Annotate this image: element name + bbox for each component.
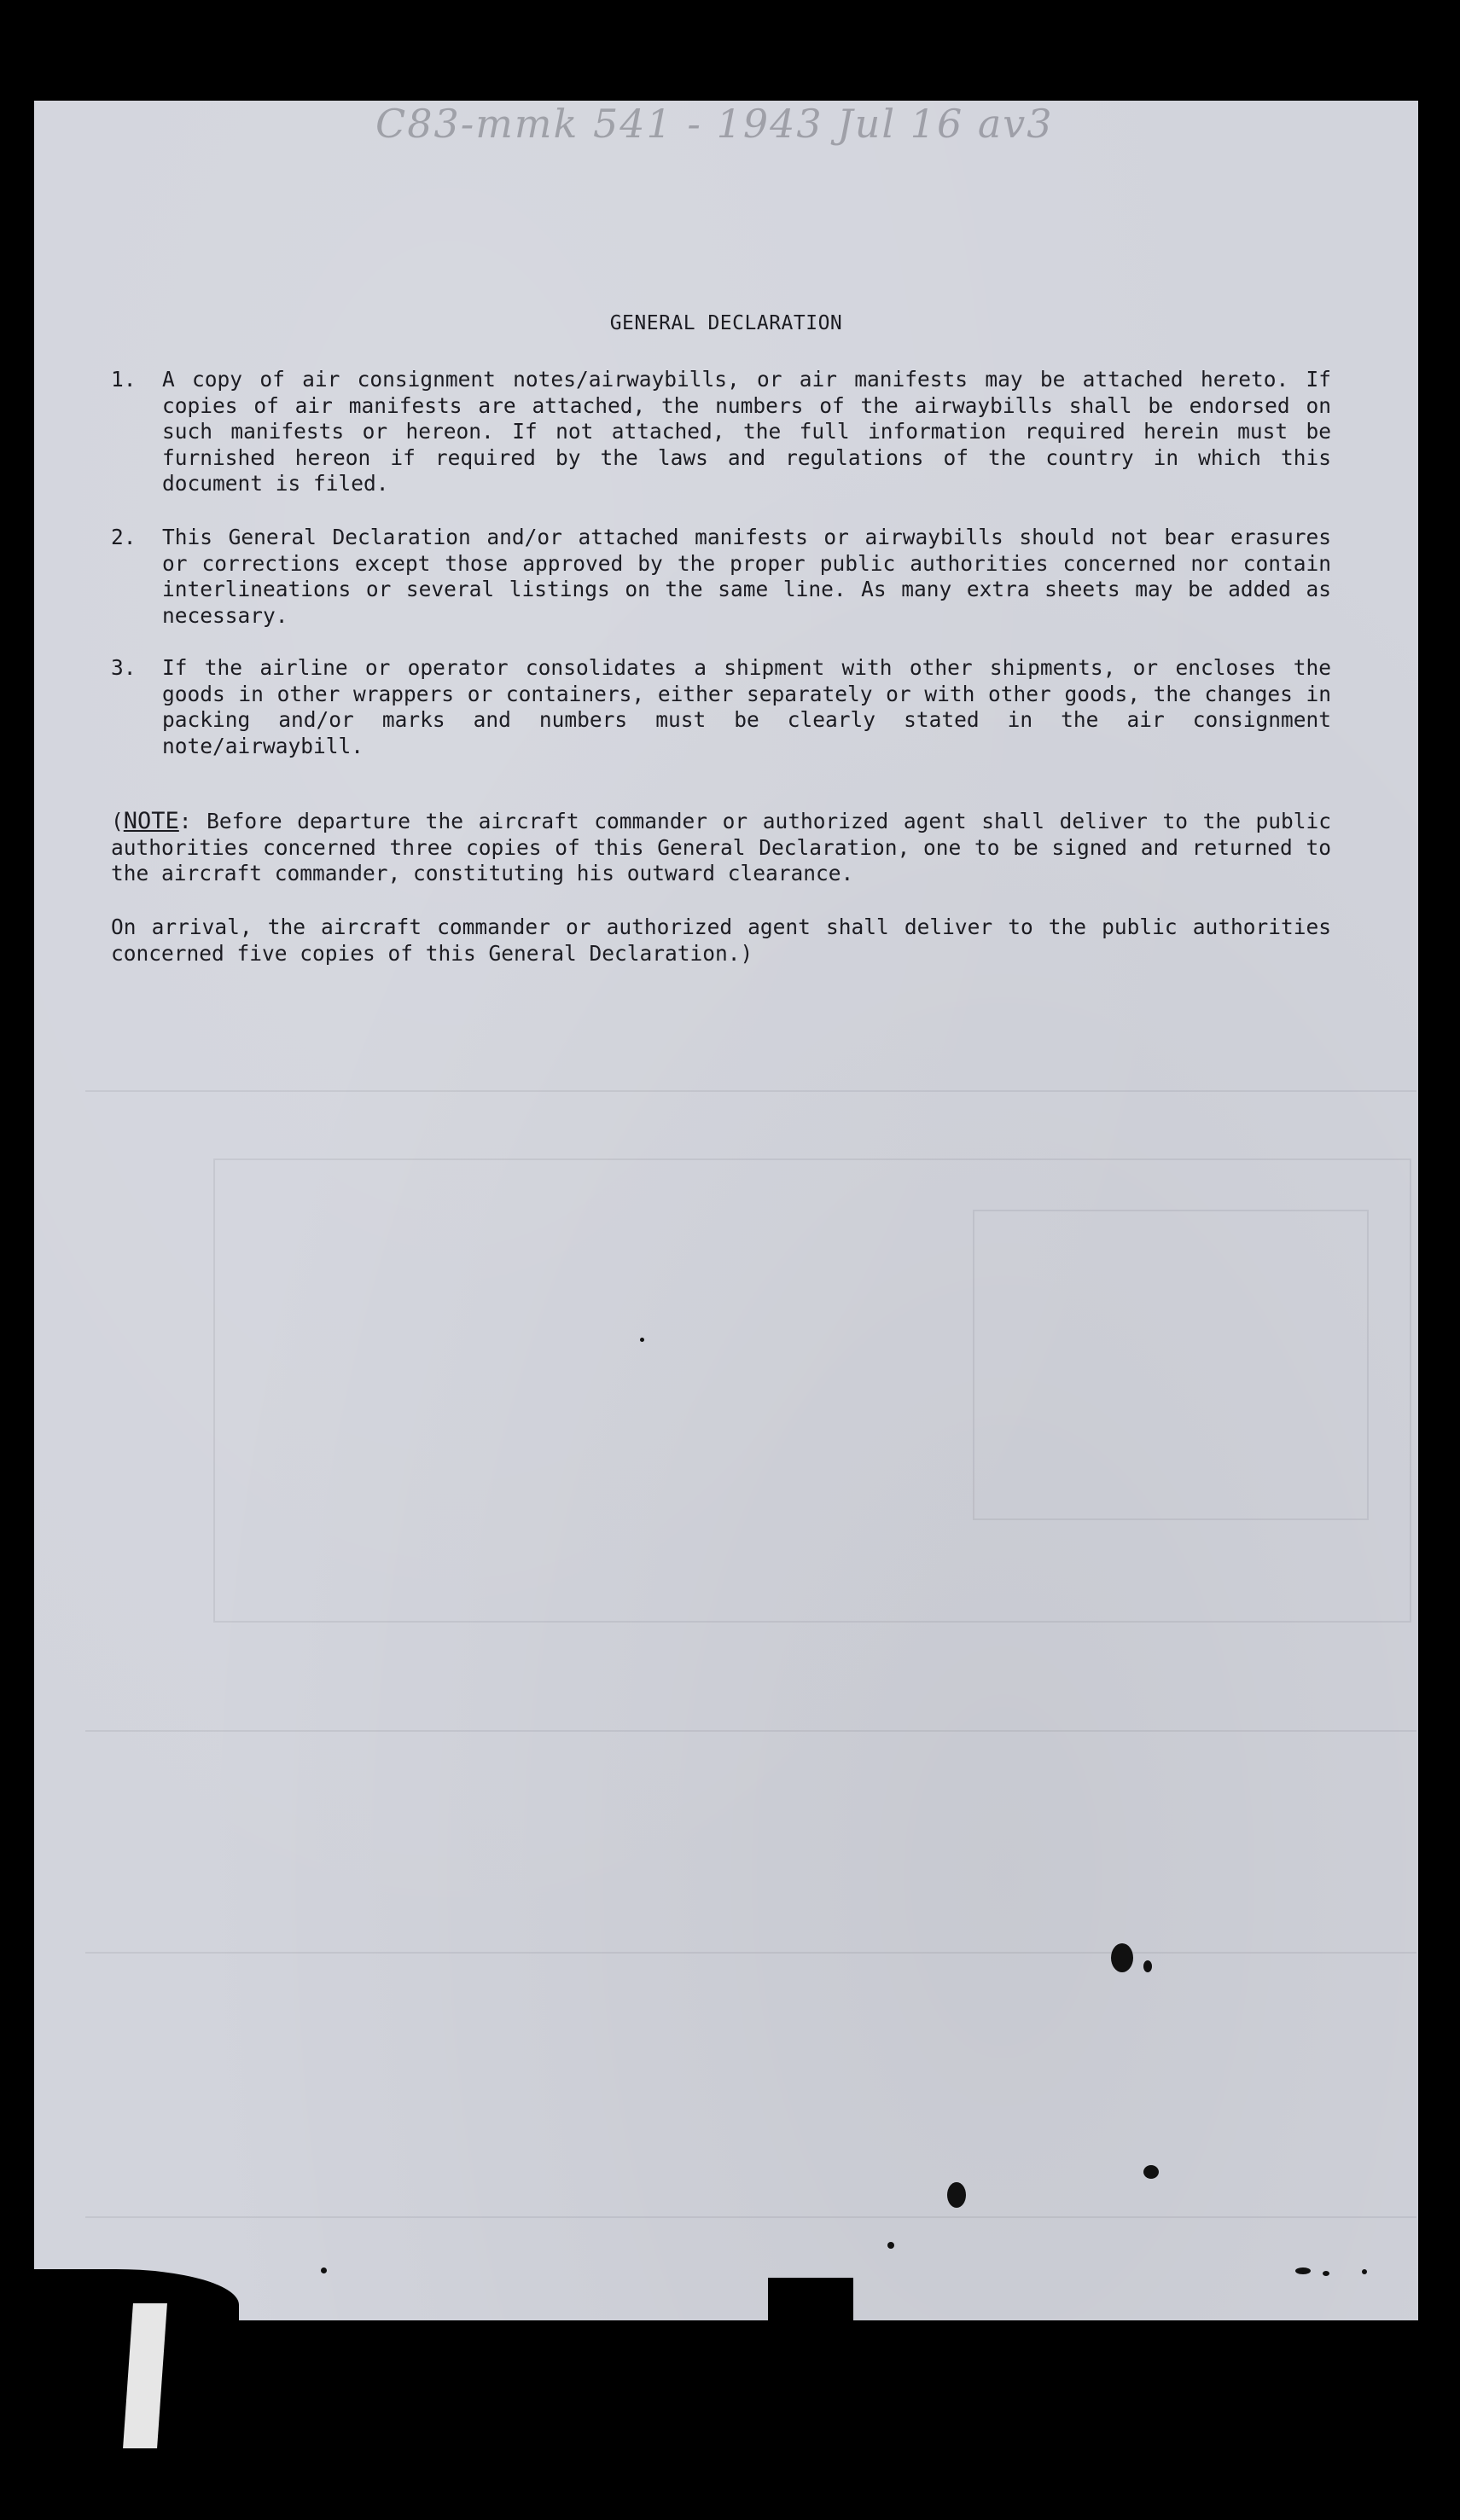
torn-edge	[768, 2278, 853, 2329]
ink-spot	[1323, 2271, 1329, 2276]
item-text: A copy of air consignment notes/airwaybills, or air manifests may be attached hereto. If copies of air manifests are attached, the numbers of the airwaybills shall be endorsed on such manifests or hereon. If not attached, the full information required herein must be furnished hereon if required by the laws and regulations of the country in which this document is filed.	[162, 367, 1331, 496]
handwritten-reference: C83-mmk 541 - 1943 Jul 16 av3	[375, 101, 1054, 147]
item-number: 3.	[111, 655, 137, 680]
declaration-item-2	[111, 525, 1331, 629]
declaration-item-1	[111, 367, 1331, 497]
item-text: This General Declaration and/or attached manifests or airwaybills should not bear erasures or corrections except those approved by the proper public authorities concerned nor contain interlineations or several listings on the same line. As many extra sheets may be added as necessary.	[162, 525, 1331, 628]
ink-spot	[1143, 1960, 1152, 1972]
item-number: 1.	[111, 367, 137, 392]
note-text: : Before departure the aircraft commander or authorized agent shall deliver to the public authorities concerned three copies of this General Declaration, one to be signed and returned to the aircraft commander, constituting his outward clearance.	[111, 809, 1331, 885]
arrival-paragraph: On arrival, the aircraft commander or authorized agent shall deliver to the public authorities concerned five copies of this General Declaration.)	[111, 915, 1331, 966]
item-text: If the airline or operator consolidates a shipment with other shipments, or encloses the goods in other wrappers or containers, either separately or with other goods, the changes in packing and/or marks and numbers must be clearly stated in the air consignment note/airwaybill.	[162, 655, 1331, 758]
ink-spot	[947, 2182, 966, 2208]
ink-spot	[1143, 2165, 1159, 2179]
bleed-through-line	[85, 1952, 1416, 1954]
ink-spot	[640, 1338, 644, 1342]
ink-spot	[1295, 2267, 1311, 2274]
ink-spot	[887, 2242, 894, 2249]
bleed-through-line	[85, 1730, 1416, 1732]
note-label: NOTE	[123, 808, 179, 834]
document-title: GENERAL DECLARATION	[609, 312, 843, 334]
ink-spot	[1111, 1943, 1133, 1972]
item-number: 2.	[111, 525, 137, 549]
ink-spot	[321, 2267, 327, 2273]
document-sheet	[34, 101, 1418, 2320]
bleed-through-line	[85, 2216, 1416, 2218]
declaration-item-3	[111, 655, 1331, 759]
note-open-paren: (	[111, 809, 124, 833]
note-paragraph	[111, 809, 1331, 887]
bleed-through-box	[973, 1210, 1369, 1520]
ink-spot	[1362, 2269, 1367, 2274]
bleed-through-line	[85, 1090, 1416, 1092]
